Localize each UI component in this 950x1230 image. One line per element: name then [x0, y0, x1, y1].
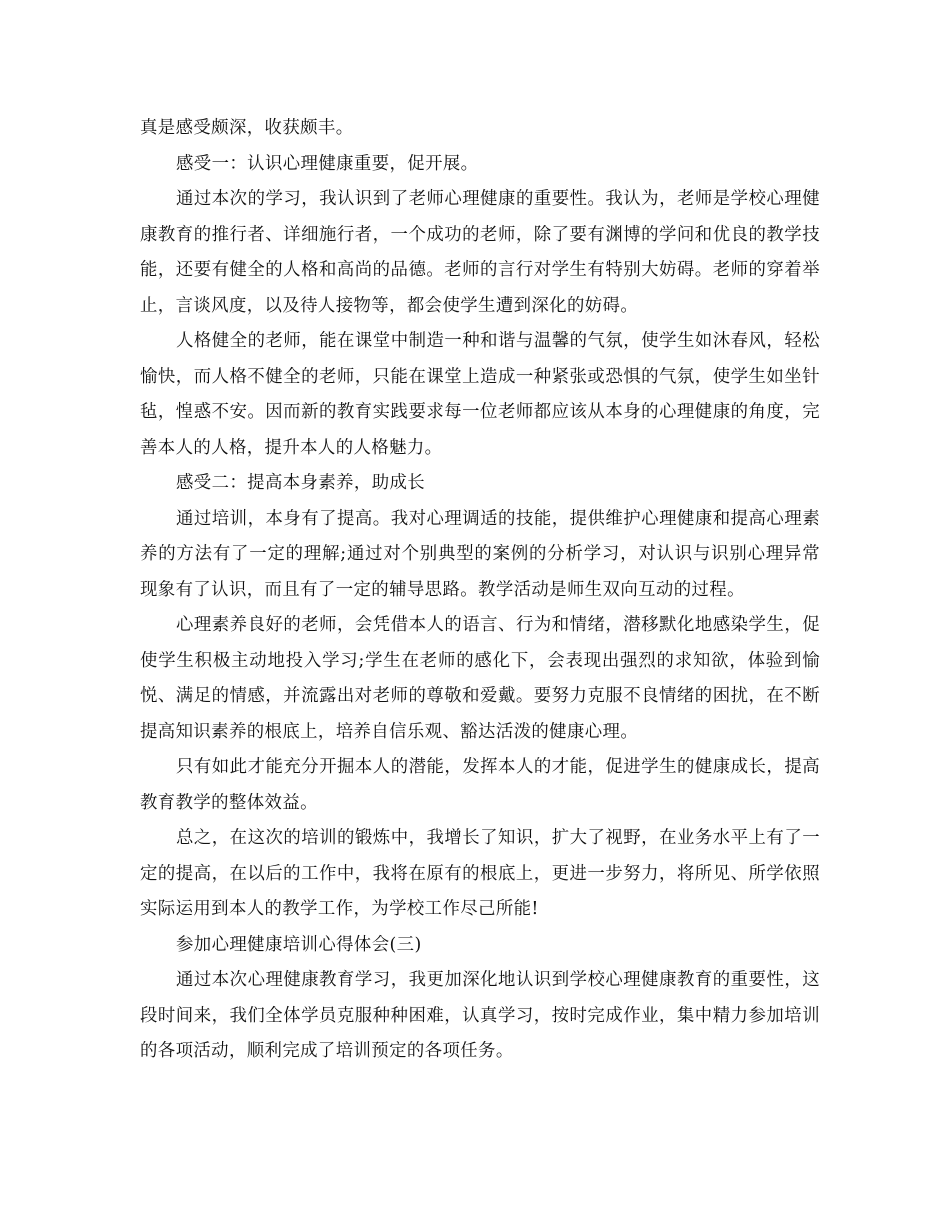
- paragraph-9: 总之，在这次的培训的锻炼中，我增长了知识，扩大了视野，在业务水平上有了一定的提高，在以后的工作中，我将在原有的根底上，更进一步努力，将所见、所学依照实际运用到本人的教学工作，为学校工作尽己所能!: [140, 828, 820, 919]
- paragraph-7: 心理素养良好的老师，会凭借本人的语言、行为和情绪，潜移默化地感染学生，促使学生积极主动地投入学习;学生在老师的感化下，会表现出强烈的求知欲，体验到愉悦、满足的情感，并流露出对老师的尊敬和爱戴。要努力克服不良情绪的困扰，在不断提高知识素养的根底上，培养自信乐观、豁达活泼的健康心理。: [140, 615, 820, 742]
- paragraph-8: 只有如此才能充分开掘本人的潜能，发挥本人的才能，促进学生的健康成长，提高教育教学的整体效益。: [140, 757, 820, 813]
- paragraph-11: 通过本次心理健康教育学习，我更加深化地认识到学校心理健康教育的重要性，这段时间来，我们全体学员克服种种困难，认真学习，按时完成作业，集中精力参加培训的各项活动，顺利完成了培训预定的各项任务。: [140, 970, 820, 1061]
- paragraph-6: 通过培训，本身有了提高。我对心理调适的技能，提供维护心理健康和提高心理素养的方法有了一定的理解;通过对个别典型的案例的分析学习，对认识与识别心理异常现象有了认识，而且有了一定的辅导思路。教学活动是师生双向互动的过程。: [140, 508, 820, 600]
- section-heading-feeling-one: 感受一：认识心理健康重要，促开展。: [176, 153, 479, 174]
- paragraph-4: 人格健全的老师，能在课堂中制造一种和谐与温馨的气氛，使学生如沐春风，轻松愉快，而人格不健全的老师，只能在课堂上造成一种紧张或恐惧的气氛，使学生如坐针毡，惶惑不安。因而新的教育实践要求每一位老师都应该从本身的心理健康的角度，完善本人的人格，提升本人的人格魅力。: [140, 331, 820, 458]
- section-heading-part-three: 参加心理健康培训心得体会(三): [176, 934, 422, 955]
- paragraph-3: 通过本次的学习，我认识到了老师心理健康的重要性。我认为，老师是学校心理健康教育的推行者、详细施行者，一个成功的老师，除了要有渊博的学问和优良的教学技能，还要有健全的人格和高尚的品德。老师的言行对学生有特别大妨碍。老师的穿着举止，言谈风度，以及待人接物等，都会使学生遭到深化的妨碍。: [140, 189, 820, 316]
- document-page: [140, 111, 820, 1070]
- paragraph-1: 真是感受颇深，收获颇丰。: [140, 118, 354, 138]
- section-heading-feeling-two: 感受二：提高本身素养，助成长: [176, 473, 426, 493]
